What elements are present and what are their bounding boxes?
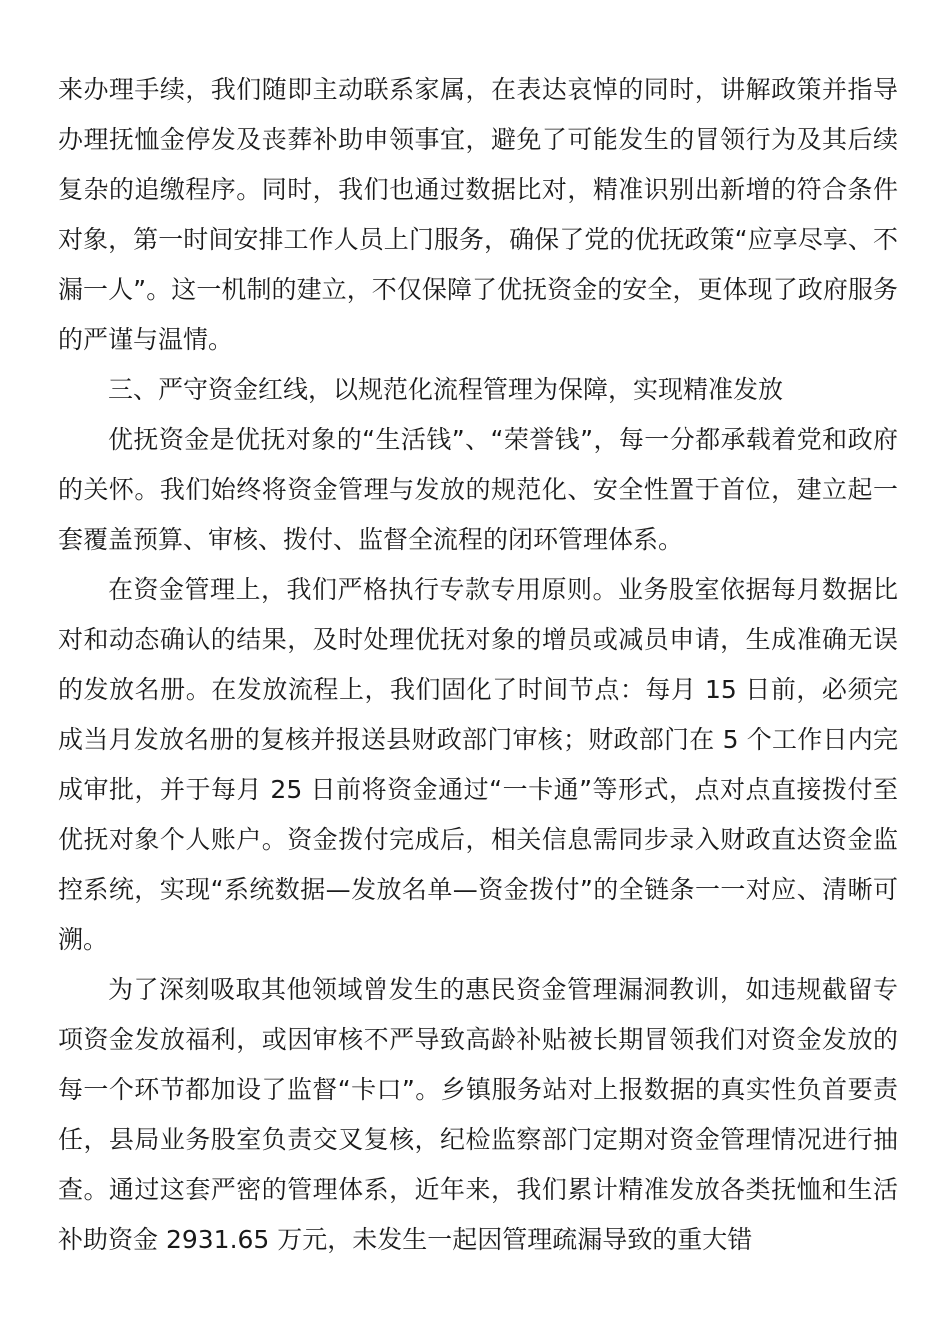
paragraph-continuation: 来办理手续，我们随即主动联系家属，在表达哀悼的同时，讲解政策并指导办理抚恤金停发及丧葬补助申领事宜，避免了可能发生的冒领行为及其后续复杂的追缴程序。同时，我们也通过数据比对，精准识别出新增的符合条件对象，第一时间安排工作人员上门服务，确保了党的优抚政策“应享尽享、不漏一人”。这一机制的建立，不仅保障了优抚资金的安全，更体现了政府服务的严谨与温情。 <box>58 75 898 354</box>
paragraph-fund-importance: 优抚资金是优抚对象的“生活钱”、“荣誉钱”，每一分都承载着党和政府的关怀。我们始终将资金管理与发放的规范化、安全性置于首位，建立起一套覆盖预算、审核、拨付、监督全流程的闭环管理体系。 <box>58 425 898 554</box>
section-heading-three: 三、严守资金红线，以规范化流程管理为保障，实现精准发放 <box>108 375 784 404</box>
paragraph-supervision: 为了深刻吸取其他领域曾发生的惠民资金管理漏洞教训，如违规截留专项资金发放福利，或因审核不严导致高龄补贴被长期冒领我们对资金发放的每一个环节都加设了监督“卡口”。乡镇服务站对上报数据的真实性负首要责任，县局业务股室负责交叉复核，纪检监察部门定期对资金管理情况进行抽查。通过这套严密的管理体系，近年来，我们累计精准发放各类抚恤和生活补助资金 2931.65 万元，未发生一起因管理疏漏导致的重大错 <box>58 975 898 1254</box>
document-body <box>58 65 898 1265</box>
paragraph-fund-management: 在资金管理上，我们严格执行专款专用原则。业务股室依据每月数据比对和动态确认的结果，及时处理优抚对象的增员或减员申请，生成准确无误的发放名册。在发放流程上，我们固化了时间节点：每月 15 日前，必须完成当月发放名册的复核并报送县财政部门审核；财政部门在 5 个工作日内完成审批，并于每月 25 日前将资金通过“一卡通”等形式，点对点直接拨付至优抚对象个人账户。资金拨付完成后，相关信息需同步录入财政直达资金监控系统，实现“系统数据—发放名单—资金拨付”的全链条一一对应、清晰可溯。 <box>58 575 898 954</box>
